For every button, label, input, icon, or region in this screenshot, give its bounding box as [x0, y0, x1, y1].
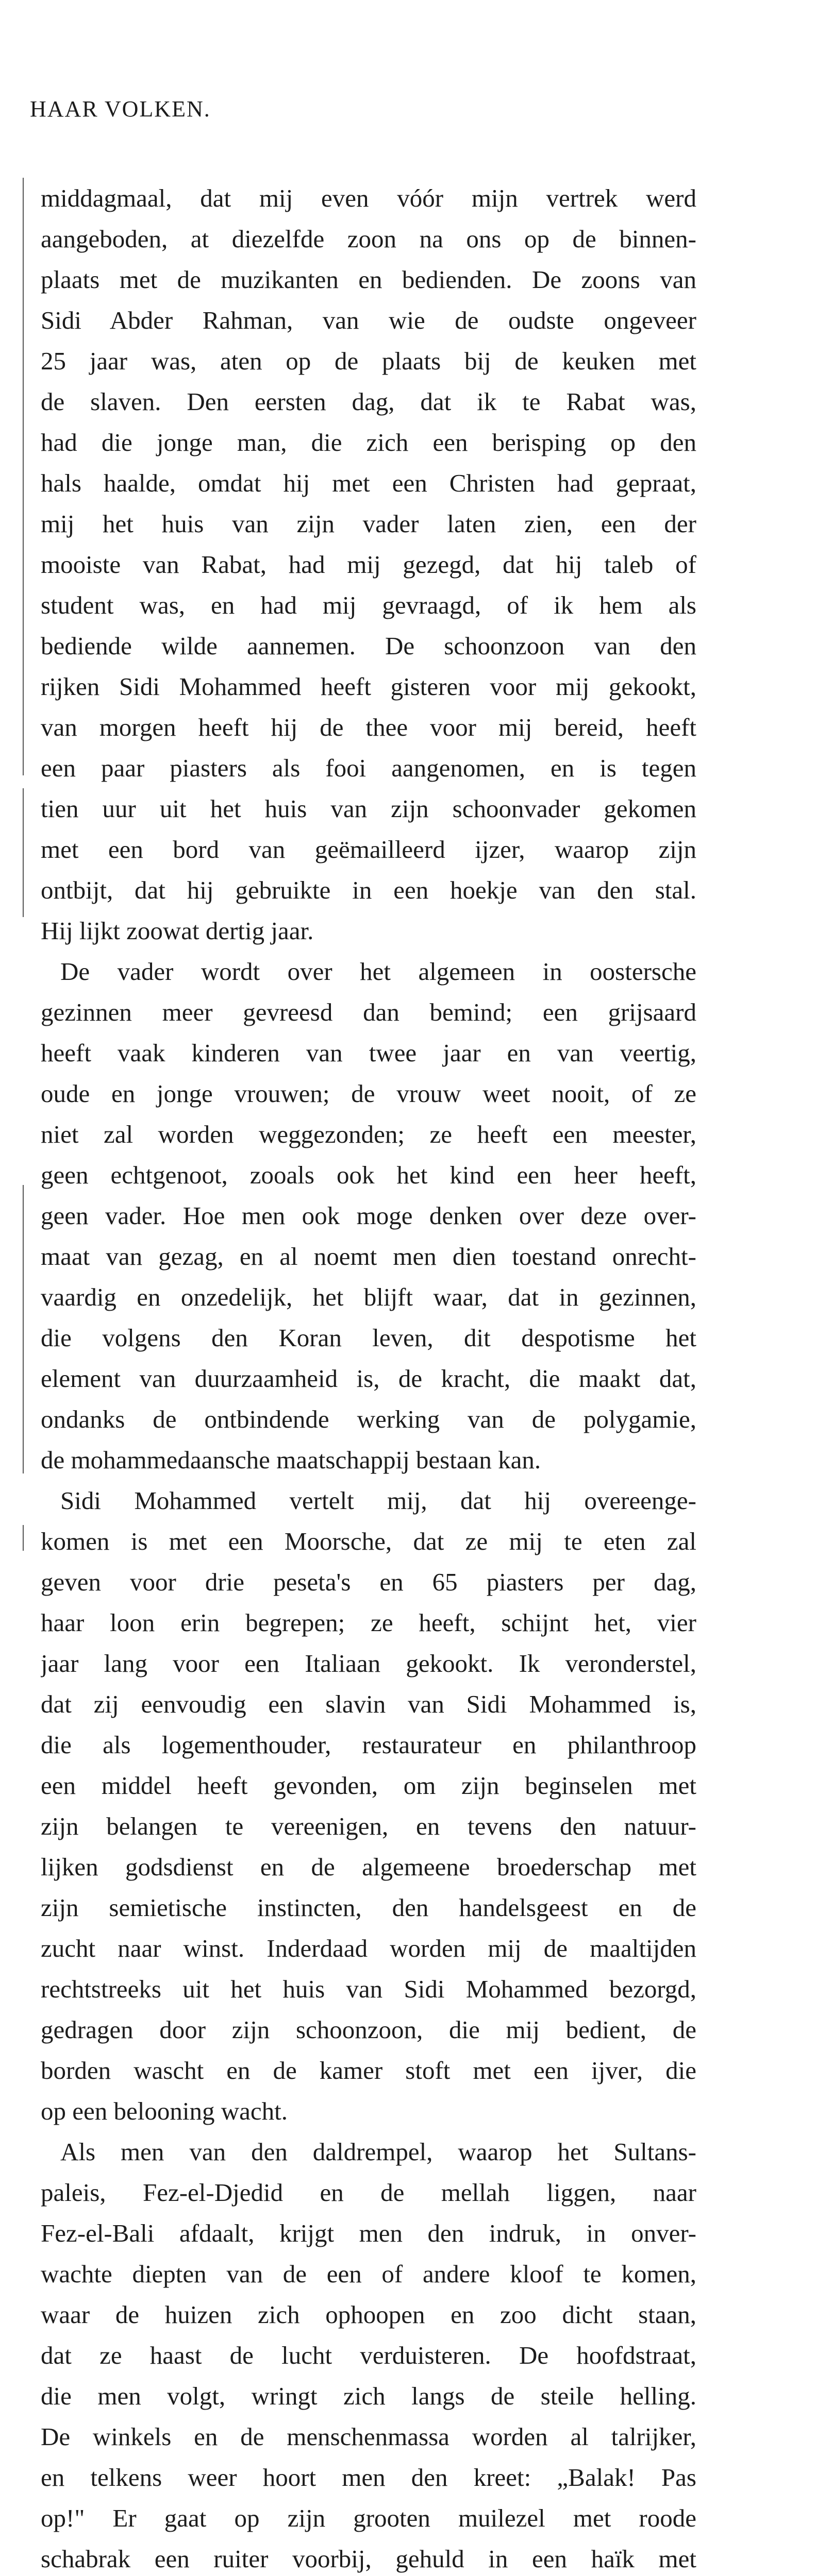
text-line: wachte diepten van de een of andere kloof te komen, — [41, 2260, 696, 2288]
margin-rule — [23, 788, 24, 917]
text-line: mij het huis van zijn vader laten zien, een der — [41, 510, 696, 538]
text-line: waar de huizen zich ophoopen en zoo dicht staan, — [41, 2300, 696, 2329]
text-line: borden wascht en de kamer stoft met een ijver, die — [41, 2056, 696, 2084]
text-line: zijn belangen te vereenigen, en tevens den natuur- — [41, 1812, 696, 1840]
text-line: een middel heeft gevonden, om zijn beginselen met — [41, 1771, 696, 1800]
text-line: De winkels en de menschenmassa worden al talrijker, — [41, 2422, 696, 2451]
text-line: vaardig en onzedelijk, het blijft waar, dat in gezinnen, — [41, 1283, 696, 1311]
text-line: en telkens weer hoort men den kreet: „Balak! Pas — [41, 2463, 696, 2492]
text-line: schabrak een ruiter voorbij, gehuld in een haïk met — [41, 2545, 696, 2573]
text-line: zucht naar winst. Inderdaad worden mij de maaltijden — [41, 1934, 696, 1962]
text-line: bediende wilde aannemen. De schoonzoon van den — [41, 632, 696, 660]
text-line: hals haalde, omdat hij met een Christen had gepraat, — [41, 469, 696, 497]
text-line: Sidi Abder Rahman, van wie de oudste ongeveer — [41, 306, 696, 334]
text-line: Sidi Mohammed vertelt mij, dat hij overeenge- — [60, 1486, 696, 1515]
body-text — [41, 178, 696, 2576]
text-line: rijken Sidi Mohammed heeft gisteren voor mij gekookt, — [41, 672, 696, 701]
text-line: ontbijt, dat hij gebruikte in een hoekje van den stal. — [41, 876, 696, 904]
text-line: mooiste van Rabat, had mij gezegd, dat hij taleb of — [41, 550, 696, 579]
text-line: geen vader. Hoe men ook moge denken over deze over- — [41, 1201, 696, 1230]
margin-rule — [23, 178, 24, 775]
text-line: op een belooning wacht. — [41, 2097, 288, 2125]
text-line: komen is met een Moorsche, dat ze mij te eten zal — [41, 1527, 696, 1555]
text-line: rechtstreeks uit het huis van Sidi Mohammed bezorgd, — [41, 1975, 696, 2003]
text-line: Fez-el-Bali afdaalt, krijgt men den indruk, in onver- — [41, 2219, 696, 2247]
text-line: die volgens den Koran leven, dit despotisme het — [41, 1324, 696, 1352]
text-line: aangeboden, at diezelfde zoon na ons op de binnen- — [41, 225, 696, 253]
text-line: de mohammedaansche maatschappij bestaan kan. — [41, 1446, 541, 1474]
text-line: tien uur uit het huis van zijn schoonvader gekomen — [41, 794, 696, 823]
text-line: middagmaal, dat mij even vóór mijn vertrek werd — [41, 184, 696, 212]
text-line: paleis, Fez-el-Djedid en de mellah liggen, naar — [41, 2178, 696, 2207]
text-line: met een bord van geëmailleerd ijzer, waarop zijn — [41, 835, 696, 863]
text-line: geven voor drie peseta's en 65 piasters per dag, — [41, 1568, 696, 1596]
text-line: 25 jaar was, aten op de plaats bij de keuken met — [41, 347, 696, 375]
text-line: dat zij eenvoudig een slavin van Sidi Mohammed is, — [41, 1690, 696, 1718]
text-line: plaats met de muzikanten en bedienden. De zoons van — [41, 265, 696, 294]
text-line: van morgen heeft hij de thee voor mij bereid, heeft — [41, 713, 696, 741]
running-head: HAAR VOLKEN. — [30, 96, 211, 122]
text-line: ondanks de ontbindende werking van de polygamie, — [41, 1405, 696, 1433]
text-line: gezinnen meer gevreesd dan bemind; een grijsaard — [41, 998, 696, 1026]
text-line: jaar lang voor een Italiaan gekookt. Ik veronderstel, — [41, 1649, 696, 1677]
text-line: De vader wordt over het algemeen in oostersche — [60, 957, 696, 986]
text-line: niet zal worden weggezonden; ze heeft een meester, — [41, 1120, 696, 1148]
text-line: haar loon erin begrepen; ze heeft, schijnt het, vier — [41, 1608, 696, 1637]
text-line: geen echtgenoot, zooals ook het kind een heer heeft, — [41, 1161, 696, 1189]
text-line: die men volgt, wringt zich langs de steile helling. — [41, 2382, 696, 2410]
text-line: die als logementhouder, restaurateur en philanthroop — [41, 1731, 696, 1759]
text-line: gedragen door zijn schoonzoon, die mij bedient, de — [41, 2015, 696, 2044]
text-line: zijn semietische instincten, den handelsgeest en de — [41, 1893, 696, 1922]
margin-rule — [23, 1185, 24, 1473]
text-line: dat ze haast de lucht verduisteren. De hoofdstraat, — [41, 2341, 696, 2369]
text-line: maat van gezag, en al noemt men dien toestand onrecht- — [41, 1242, 696, 1270]
text-line: oude en jonge vrouwen; de vrouw weet nooit, of ze — [41, 1079, 696, 1108]
text-line: de slaven. Den eersten dag, dat ik te Rabat was, — [41, 387, 696, 416]
text-line: element van duurzaamheid is, de kracht, die maakt dat, — [41, 1364, 696, 1393]
text-line: lijken godsdienst en de algemeene broederschap met — [41, 1853, 696, 1881]
text-line: een paar piasters als fooi aangenomen, en is tegen — [41, 754, 696, 782]
margin-rule — [23, 1525, 24, 1551]
text-line: op!" Er gaat op zijn grooten muilezel met roode — [41, 2504, 696, 2532]
text-line: Als men van den daldrempel, waarop het Sultans- — [60, 2138, 696, 2166]
text-line: had die jonge man, die zich een berisping op den — [41, 428, 696, 456]
text-line: Hij lijkt zoowat dertig jaar. — [41, 917, 314, 945]
text-line: heeft vaak kinderen van twee jaar en van veertig, — [41, 1039, 696, 1067]
text-line: student was, en had mij gevraagd, of ik hem als — [41, 591, 696, 619]
